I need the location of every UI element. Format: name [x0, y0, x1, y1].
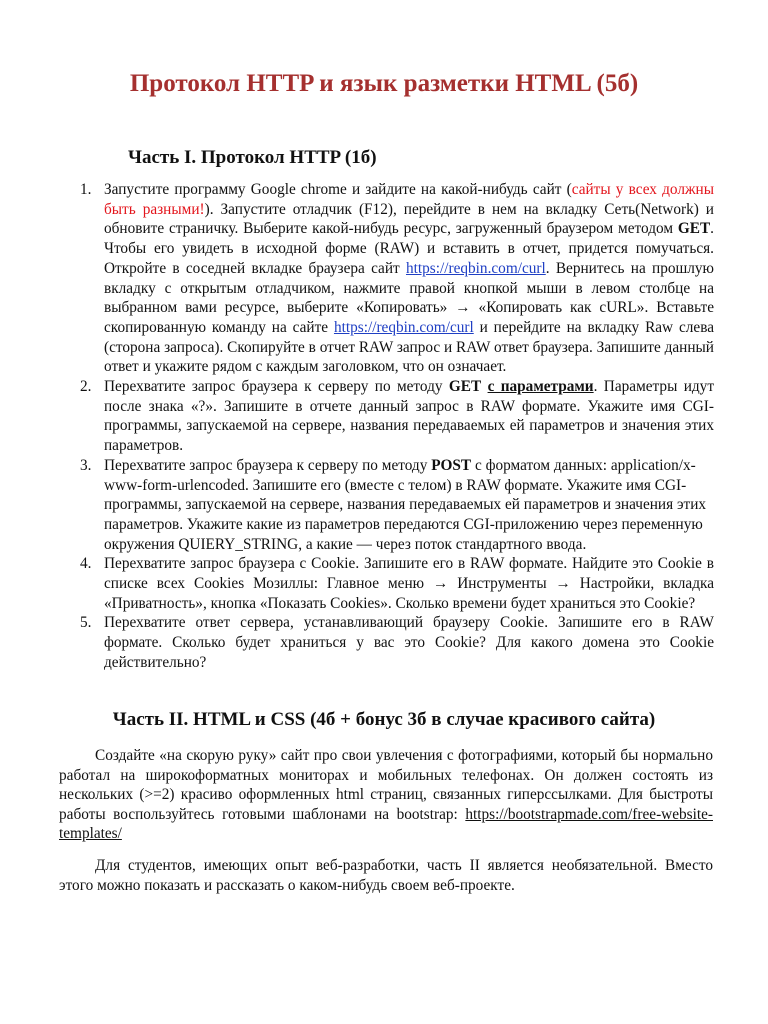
task-item-3 [80, 456, 714, 555]
paragraph-text: Для студентов, имеющих опыт веб-разработки, часть II является необязательной. Вместо этого можно показать и рассказать о каком-нибудь своем веб-проекте. [59, 857, 713, 894]
paragraph-text: Создайте «на скорую руку» сайт про свои увлечения с фотографиями, который бы нормально работал на широкоформатных мониторах и мобильных телефонах. Он должен состоять из нескольких (>=2) красиво оформленных html страниц, связанных гиперссылками. Для быстроты работы воспользуйтесь готовыми шаблонами на bootstrap: [59, 747, 713, 823]
task-text: Перехватите запрос браузера к серверу по методу [104, 378, 449, 396]
with-params-emphasis: с параметрами [487, 378, 594, 396]
task-number: 3. [80, 456, 92, 474]
task-number: 2. [80, 378, 92, 396]
reqbin-link[interactable]: https://reqbin.com/curl [405, 259, 546, 277]
part1-heading: Часть I. Протокол HTTP (1б) [128, 147, 377, 168]
task-number: 5. [80, 614, 92, 632]
page-title: Протокол HTTP и язык разметки HTML (5б) [129, 70, 639, 97]
task-item-1 [80, 180, 715, 377]
task-item-2 [80, 377, 714, 456]
task-text: . Вернитесь на прошлую вкладку с открытым отладчиком, нажмите правой кнопкой мыши в левом столбце на выбранном вами ресурсе, выберите «Копировать» → «Копировать как cURL». Вставьте скопированную команду на сайте [104, 259, 714, 336]
task-item-4 [80, 554, 714, 613]
task-number: 4. [80, 555, 92, 573]
task-text: Перехватите запрос браузера с Cookie. Запишите его в RAW формате. Найдите это Cookie в списке всех Cookies Мозиллы: Главное меню → Инструменты → Настройки, вкладка «Приватность», кнопка «Показать Cookies». Сколько времени будет храниться это Cookie? [104, 555, 714, 612]
task-text: и перейдите на вкладку Raw слева (сторона запроса). Скопируйте в отчет RAW запрос и RAW ответ браузера. Запишите данный ответ и укажите рядом с каждым заголовком, что он означает. [104, 318, 715, 376]
task-list [80, 180, 715, 673]
part2-paragraph-1 [59, 746, 713, 844]
task-number: 1. [80, 181, 92, 198]
method-post: POST [431, 456, 472, 474]
reqbin-link-2[interactable]: https://reqbin.com/curl [333, 318, 474, 336]
task-item-5 [80, 613, 714, 672]
warning-text: сайты у всех должны быть разными! [104, 181, 715, 218]
task-text: Перехватите ответ сервера, устанавливающий браузеру Cookie. Запишите его в RAW формате. Сколько будет храниться у вас это Cookie? Для какого домена это Cookie действительно? [104, 614, 714, 671]
part2-heading: Часть II. HTML и CSS (4б + бонус 3б в случае красивого сайта) [112, 709, 656, 730]
bootstrapmade-link[interactable]: https://bootstrapmade.com/free-website-templates/ [59, 805, 713, 843]
task-text: . Параметры идут после знака «?». Запишите в отчете данный запрос в RAW формате. Укажите имя CGI-программы, запускаемой на сервере, названия передаваемых ей параметров и значения этих параметров. [104, 378, 714, 455]
task-text: . Чтобы его увидеть в исходной форме (RAW) и вставить в отчет, придется помучаться. Откройте в соседней вкладке браузера сайт [104, 220, 714, 277]
task-text: с форматом данных: application/x-www-form-urlencoded. Запишите его (вместе с телом) в RAW формате. Укажите имя CGI-программы, запускаемой на сервере, названия передаваемых ей параметров и значения этих параметров. Укажите какие из параметров передаются CGI-приложению через переменную окружения QUIERY_STRING, а какие — через поток стандартного ввода. [104, 456, 707, 553]
task-text: Запустите программу Google chrome и зайдите на какой-нибудь сайт ( [104, 181, 572, 198]
task-text: Перехватите запрос браузера к серверу по методу [104, 456, 432, 474]
method-get: GET [677, 220, 711, 238]
part2-paragraph-2 [59, 856, 713, 895]
method-get: GET [448, 378, 482, 396]
task-text: ). Запустите отладчик (F12), перейдите в нем на вкладку Сеть(Network) и обновите страничку. Выберите какой-нибудь ресурс, загруженный браузером методом [104, 200, 714, 238]
